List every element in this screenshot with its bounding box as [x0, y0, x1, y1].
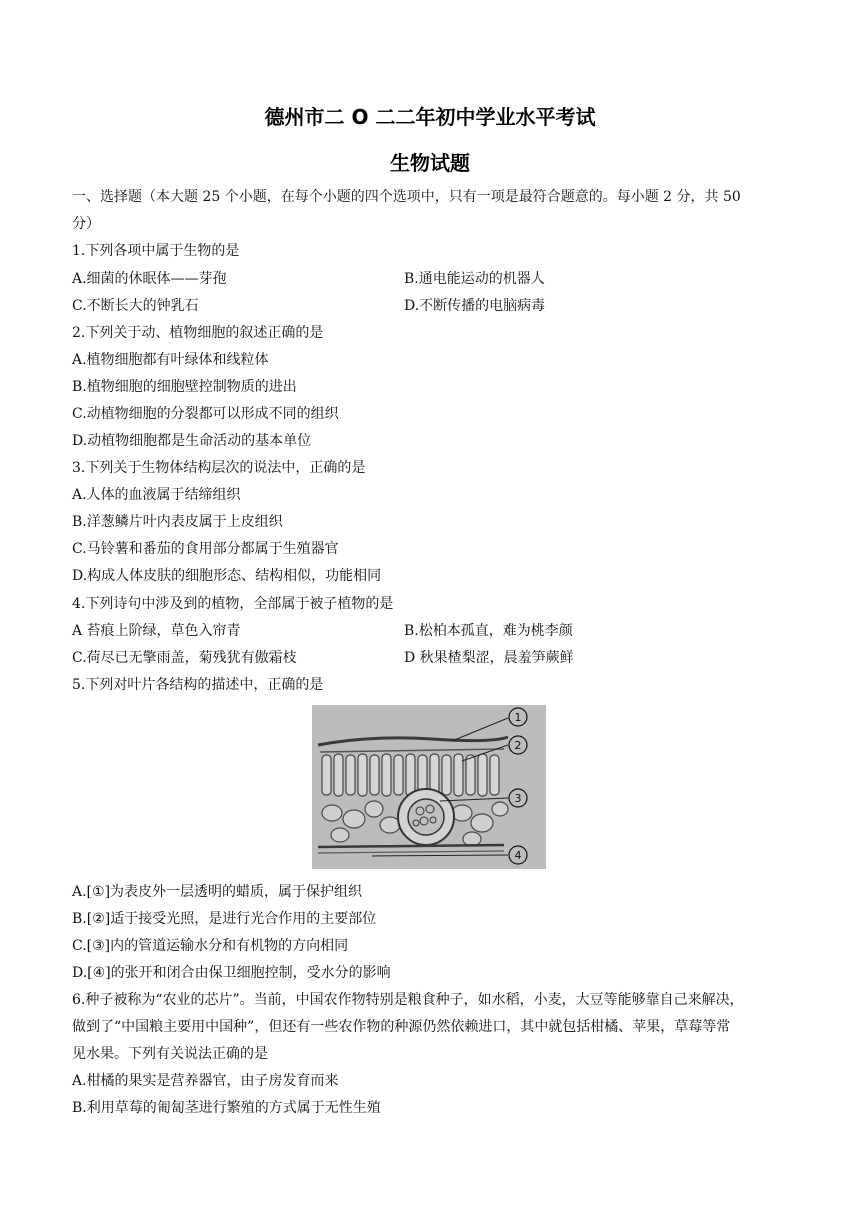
- question-3-option-b: B.洋葱鳞片叶内表皮属于上皮组织: [72, 514, 283, 530]
- leaf-cross-section-figure: [312, 705, 546, 869]
- question-3-option-c: C.马铃薯和番茄的食用部分都属于生殖器官: [72, 541, 339, 557]
- question-4-option-c: C.荷尽已无擎雨盖，菊残犹有傲霜枝: [72, 650, 297, 666]
- section-instructions: 一、选择题（本大题 25 个小题，在每个小题的四个选项中，只有一项是最符合题意的。每小题 2 分，共 50: [72, 189, 741, 205]
- section-instructions-cont: 分）: [72, 216, 100, 232]
- question-6-stem-line-2: 做到了“中国粮主要用中国种”，但还有一些农作物的种源仍然依赖进口，其中就包括柑橘、苹果，草莓等常: [72, 1019, 731, 1035]
- question-2-option-c: C.动植物细胞的分裂都可以形成不同的组织: [72, 406, 339, 422]
- question-3-stem: 3.下列关于生物体结构层次的说法中，正确的是: [72, 460, 366, 476]
- figure-label-1: 1: [514, 711, 522, 724]
- question-4-option-a: A 苔痕上阶绿，草色入帘青: [72, 623, 241, 639]
- question-4-option-b: B.松柏本孤直，难为桃李颜: [404, 623, 573, 639]
- question-5-option-c: C.[③]内的管道运输水分和有机物的方向相同: [72, 938, 349, 954]
- question-2-stem: 2.下列关于动、植物细胞的叙述正确的是: [72, 325, 324, 341]
- figure-label-4: 4: [514, 849, 522, 862]
- question-5-option-a: A.[①]为表皮外一层透明的蜡质，属于保护组织: [72, 884, 363, 900]
- question-2-option-d: D.动植物细胞都是生命活动的基本单位: [72, 433, 312, 449]
- question-6-option-a: A.柑橘的果实是营养器官，由子房发育而来: [72, 1073, 339, 1089]
- question-5-stem: 5.下列对叶片各结构的描述中，正确的是: [72, 677, 324, 693]
- question-4-option-d: D 秋果楂梨涩，晨羞笋蕨鲜: [404, 650, 574, 666]
- question-5-option-b: B.[②]适于接受光照，是进行光合作用的主要部位: [72, 911, 377, 927]
- question-6-option-b: B.利用草莓的匍匐茎进行繁殖的方式属于无性生殖: [72, 1100, 381, 1116]
- question-1-option-a: A.细菌的休眠体——芽孢: [72, 271, 227, 287]
- question-6-stem-line-1: 6.种子被称为“农业的芯片”。当前，中国农作物特别是粮食种子，如水稻，小麦，大豆等能够靠自己来解决，: [72, 992, 744, 1008]
- question-1-stem: 1.下列各项中属于生物的是: [72, 243, 240, 259]
- question-2-option-b: B.植物细胞的细胞壁控制物质的进出: [72, 379, 297, 395]
- figure-label-3: 3: [514, 792, 522, 805]
- question-2-option-a: A.植物细胞都有叶绿体和线粒体: [72, 352, 269, 368]
- question-3-option-a: A.人体的血液属于结缔组织: [72, 487, 241, 503]
- question-6-stem-line-3: 见水果。下列有关说法正确的是: [72, 1046, 268, 1062]
- figure-label-2: 2: [514, 739, 522, 752]
- question-5-option-d: D.[④]的张开和闭合由保卫细胞控制，受水分的影响: [72, 965, 391, 981]
- exam-subtitle: 生物试题: [390, 151, 470, 175]
- question-4-stem: 4.下列诗句中涉及到的植物，全部属于被子植物的是: [72, 596, 394, 612]
- leaf-cross-section-diagram: [312, 705, 546, 869]
- question-1-option-d: D.不断传播的电脑病毒: [404, 298, 546, 314]
- question-1-option-b: B.通电能运动的机器人: [404, 271, 545, 287]
- exam-title: 德州市二 O 二二年初中学业水平考试: [264, 105, 596, 129]
- question-1-option-c: C.不断长大的钟乳石: [72, 298, 199, 314]
- question-3-option-d: D.构成人体皮肤的细胞形态、结构相似，功能相同: [72, 568, 382, 584]
